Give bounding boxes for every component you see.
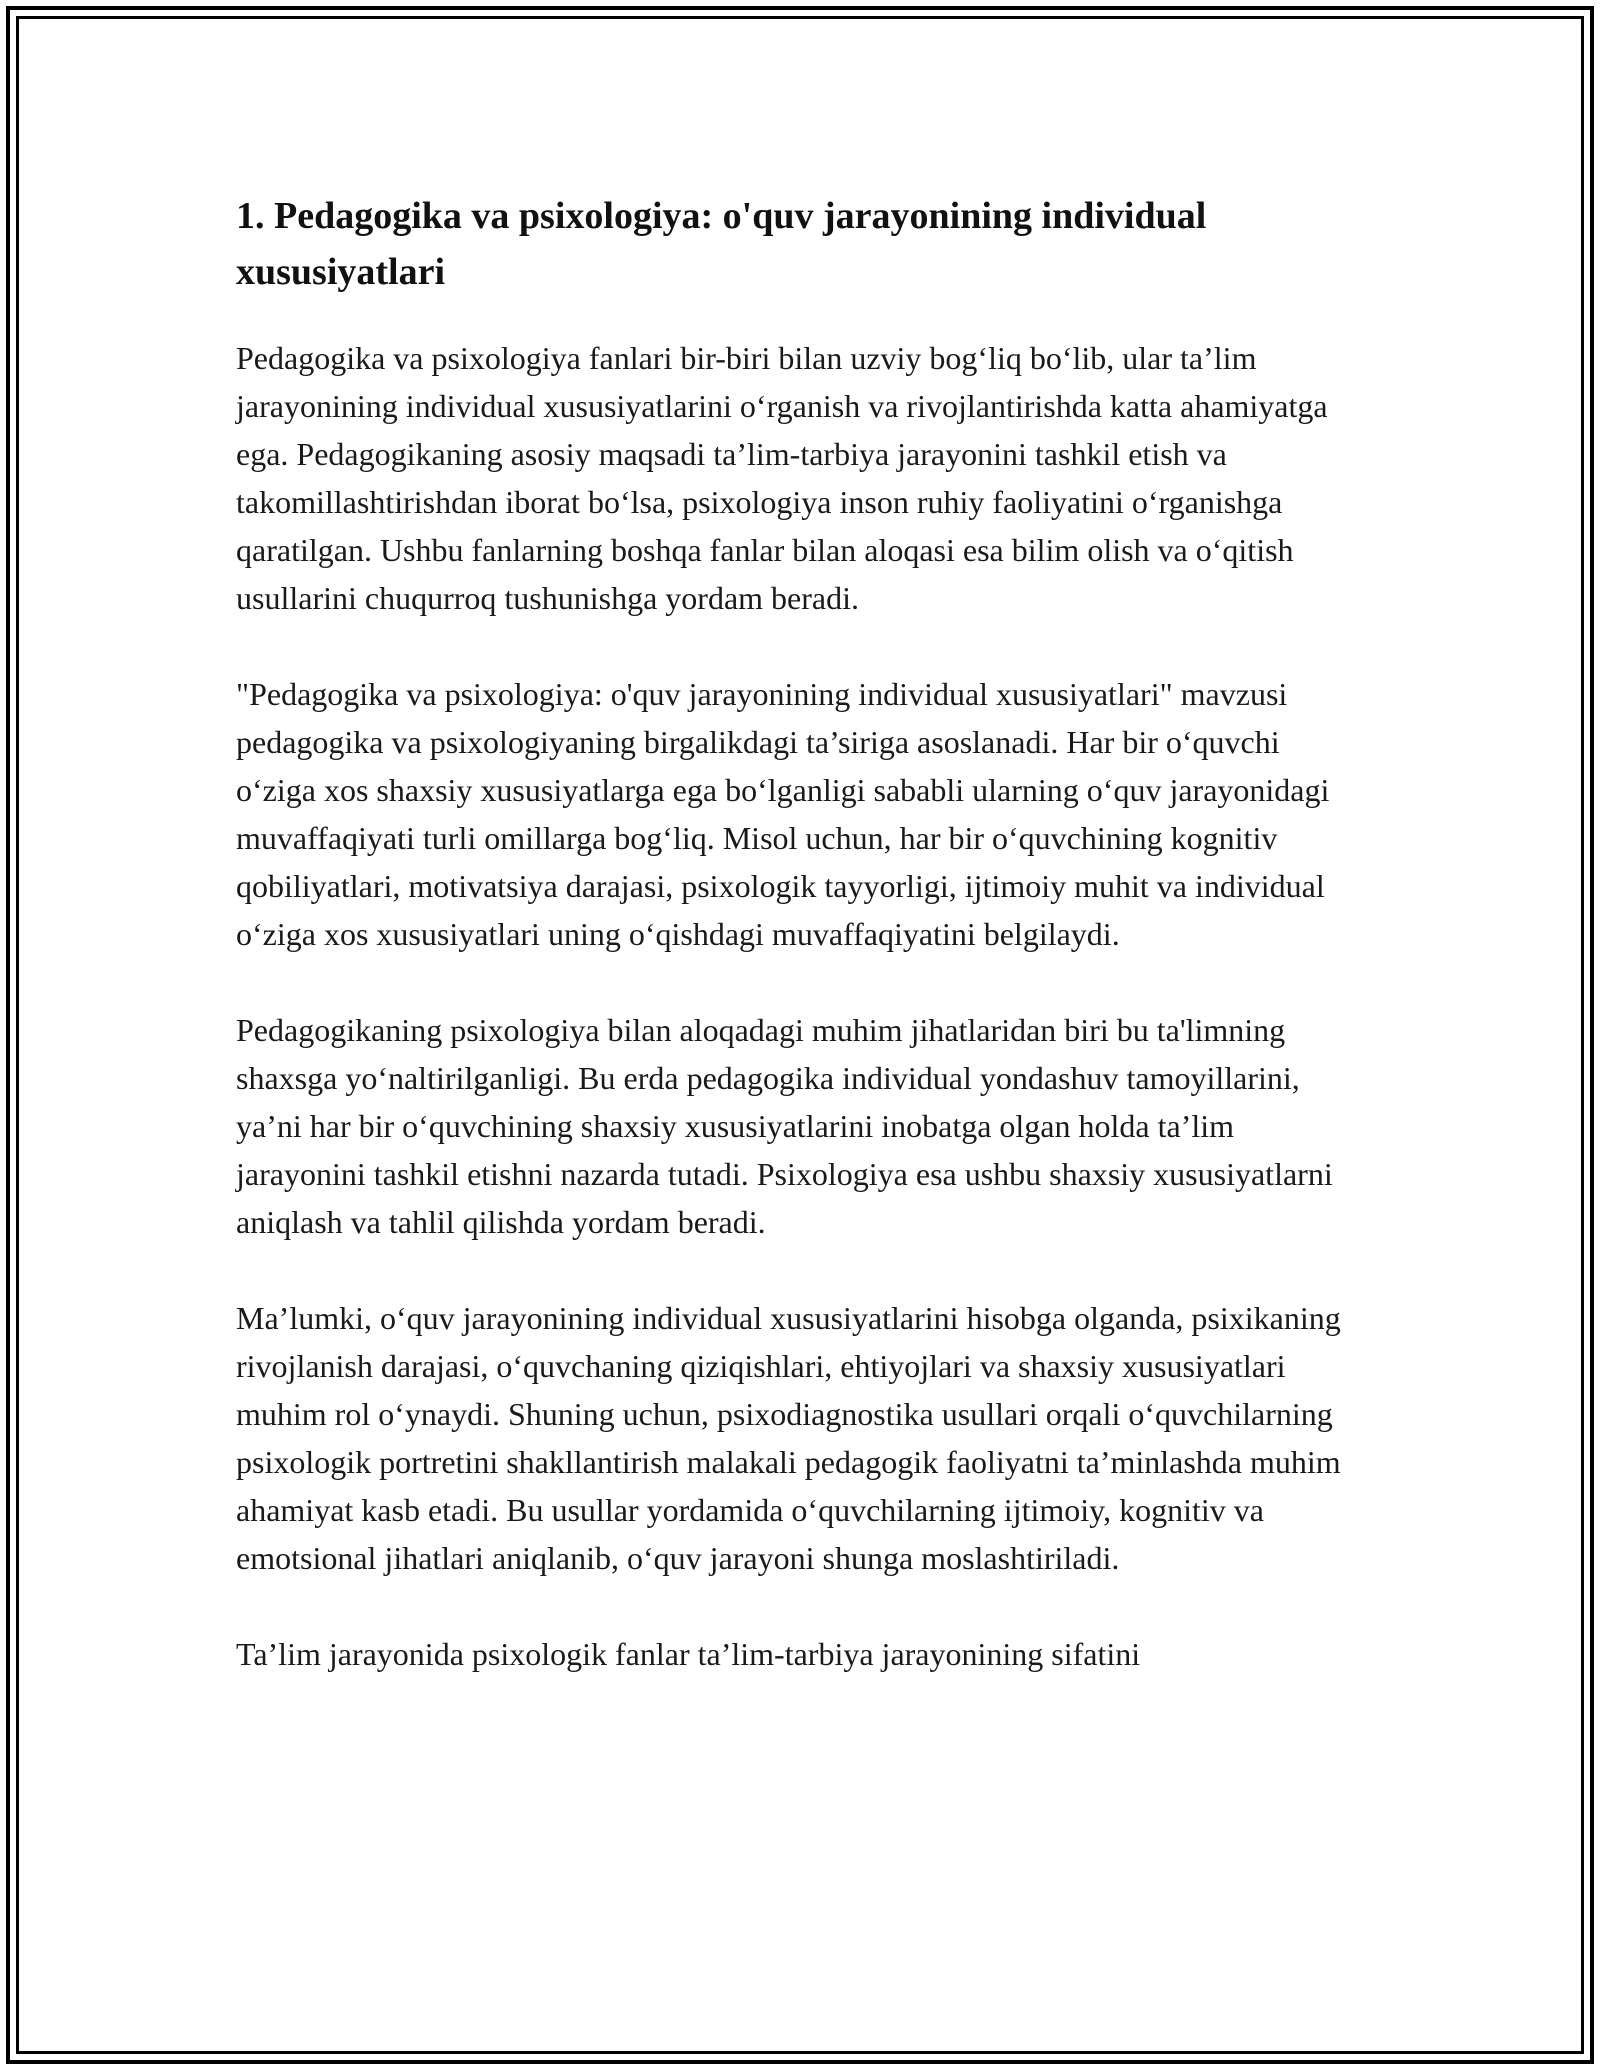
document-title: 1. Pedagogika va psixologiya: o'quv jarayonining individual xususiyatlari <box>236 195 1207 293</box>
paragraph-1: Pedagogika va psixologiya fanlari bir-biri bilan uzviy bog‘liq bo‘lib, ular ta’lim jarayonining individual xususiyatlarini o‘rganish va rivojlantirishda katta ahamiyatga ega. Pedagogikaning asosiy maqsadi ta’lim-tarbiya jarayonini tashkil etish va takomillashtirishdan iborat bo‘lsa, psixologiya inson ruhiy faoliyatini o‘rganishga qaratilgan. Ushbu fanlarning boshqa fanlar bilan aloqasi esa bilim olish va o‘qitish usullarini chuqurroq tushunishga yordam beradi. <box>236 340 1328 616</box>
paragraph-4: Ma’lumki, o‘quv jarayonining individual xususiyatlarini hisobga olganda, psixikaning rivojlanish darajasi, o‘quvchaning qiziqishlari, ehtiyojlari va shaxsiy xususiyatlari muhim rol o‘ynaydi. Shuning uchun, psixodiagnostika usullari orqali o‘quvchilarning psixologik portretini shakllantirish malakali pedagogik faoliyatni ta’minlashda muhim ahamiyat kasb etadi. Bu usullar yordamida o‘quvchilarning ijtimoiy, kognitiv va emotsional jihatlari aniqlanib, o‘quv jarayoni shunga moslashtiriladi. <box>236 1300 1341 1576</box>
paragraph-3: Pedagogikaning psixologiya bilan aloqadagi muhim jihatlaridan biri bu ta'limning shaxsga yo‘naltirilganligi. Bu erda pedagogika individual yondashuv tamoyillarini, ya’ni har bir o‘quvchining shaxsiy xususiyatlarini inobatga olgan holda ta’lim jarayonini tashkil etishni nazarda tutadi. Psixologiya esa ushbu shaxsiy xususiyatlarni aniqlash va tahlil qilishda yordam beradi. <box>236 1012 1333 1240</box>
paragraph-2: "Pedagogika va psixologiya: o'quv jarayonining individual xususiyatlari" mavzusi pedagogika va psixologiyaning birgalikdagi ta’siriga asoslanadi. Har bir o‘quvchi o‘ziga xos shaxsiy xususiyatlarga ega bo‘lganligi sababli ularning o‘quv jarayonidagi muvaffaqiyati turli omillarga bog‘liq. Misol uchun, har bir o‘quvchining kognitiv qobiliyatlari, motivatsiya darajasi, psixologik tayyorligi, ijtimoiy muhit va individual o‘ziga xos xususiyatlari uning o‘qishdagi muvaffaqiyatini belgilaydi. <box>236 676 1330 952</box>
document-body <box>236 188 1366 1678</box>
paragraph-5: Ta’lim jarayonida psixologik fanlar ta’lim-tarbiya jarayonining sifatini <box>236 1636 1141 1672</box>
